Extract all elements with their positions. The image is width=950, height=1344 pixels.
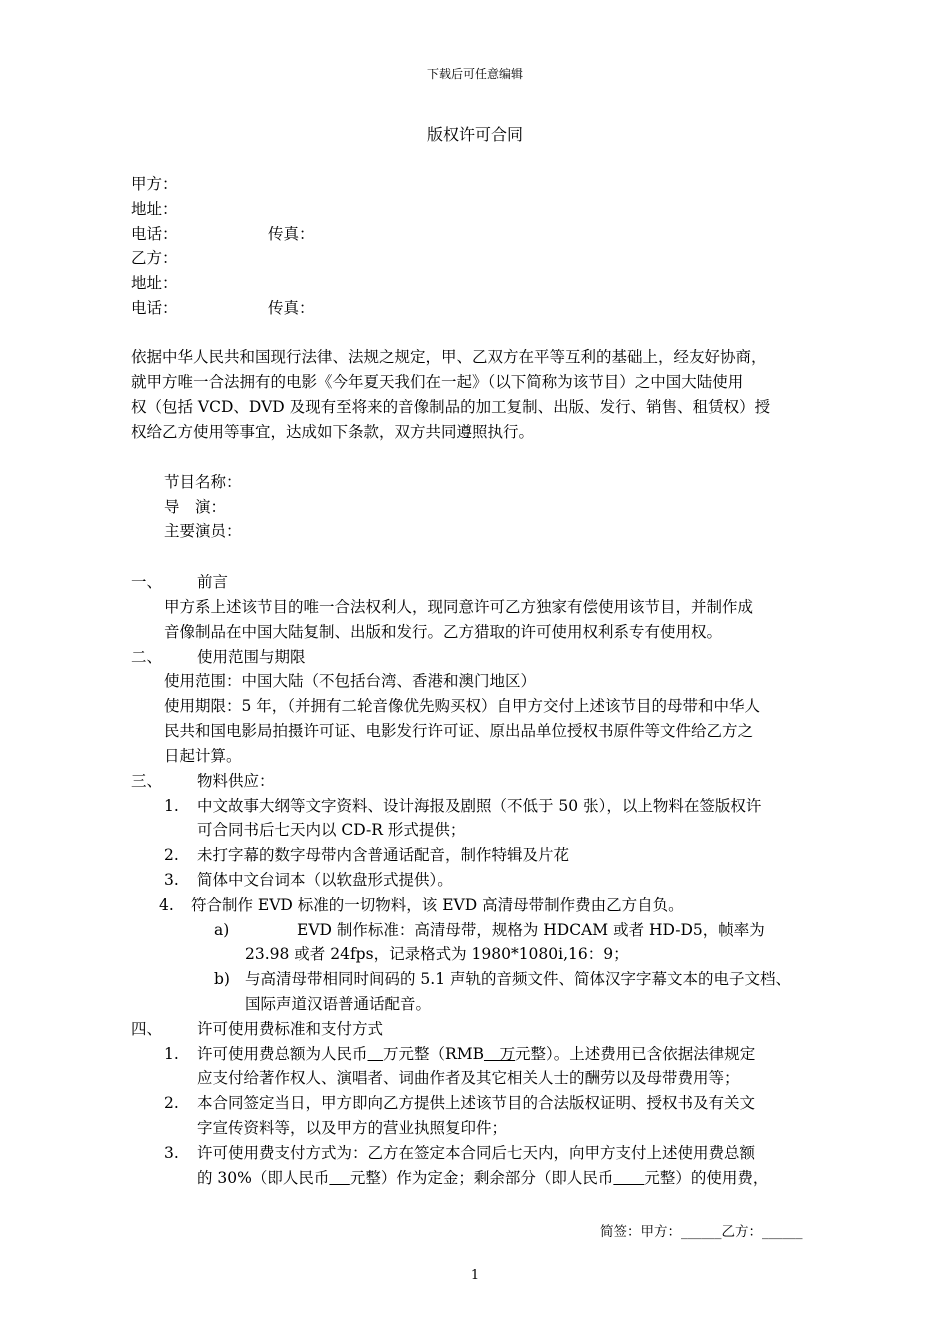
- payment-text: 元整）的使用费，: [644, 1169, 769, 1187]
- program-cast-label: 主要演员：: [164, 522, 242, 540]
- sub-item-number: b): [214, 970, 230, 988]
- program-director-label: 导 演：: [164, 498, 227, 516]
- intro-line: 权（包括 VCD、DVD 及现有至将来的音像制品的加工复制、出版、发行、销售、租赁权）授: [131, 398, 771, 416]
- party-b-address: 地址：: [131, 274, 178, 292]
- list-item-text: 中文故事大纲等文字资料、设计海报及剧照（不低于 50 张），以上物料在签版权许: [197, 797, 762, 815]
- payment-text: 的 30%（即人民币: [197, 1169, 330, 1187]
- program-name-label: 节目名称：: [164, 473, 242, 491]
- section-number: 三、: [131, 772, 163, 790]
- list-item-text: [197, 1166, 768, 1190]
- list-item-text: 符合制作 EVD 标准的一切物料，该 EVD 高清母带制作费由乙方自负。: [191, 896, 684, 914]
- fee-text: 许可使用费总额为人民币: [197, 1045, 368, 1063]
- payment-blank: [329, 1169, 349, 1187]
- section-text-line: 使用期限：5 年，（并拥有二轮音像优先购买权）自甲方交付上述该节目的母带和中华人: [164, 697, 761, 715]
- list-item-text: [197, 1042, 755, 1066]
- page-number: 1: [470, 1268, 480, 1283]
- party-b-fax: 传真：: [268, 299, 315, 317]
- list-item-text: 可合同书后七天内以 CD-R 形式提供；: [197, 821, 466, 839]
- party-a-phone: 电话：: [131, 225, 178, 243]
- section-title: 物料供应：: [197, 772, 275, 790]
- list-item-number: 3.: [164, 871, 179, 889]
- list-item-text: 应支付给著作权人、演唱者、词曲作者及其它相关人士的酬劳以及母带费用等；: [197, 1069, 740, 1087]
- intro-line: 就甲方唯一合法拥有的电影《今年夏天我们在一起》（以下简称为该节目）之中国大陆使用: [131, 373, 744, 391]
- sub-item-text: 23.98 或者 24fps，记录格式为 1980*1080i,16：9；: [245, 945, 629, 963]
- section-text-line: 音像制品在中国大陆复制、出版和发行。乙方猎取的许可使用权利系专有使用权。: [164, 623, 723, 641]
- fee-blank: 万: [483, 1045, 515, 1063]
- section-number: 一、: [131, 573, 163, 591]
- party-a-label: 甲方：: [131, 175, 178, 193]
- sub-item-text: 与高清母带相同时间码的 5.1 声轨的音频文件、简体汉字字幕文本的电子文档、: [245, 970, 792, 988]
- intro-line: 权给乙方使用等事宜，达成如下条款，双方共同遵照执行。: [131, 423, 535, 441]
- header-note: 下载后可任意编辑: [426, 67, 523, 81]
- list-item-number: 1.: [164, 797, 179, 815]
- section-title: 使用范围与期限: [197, 648, 306, 666]
- list-item-number: 3.: [164, 1144, 179, 1162]
- section-number: 二、: [131, 648, 163, 666]
- list-item-number: 1.: [164, 1045, 179, 1063]
- sub-item-text: 国际声道汉语普通话配音。: [245, 995, 432, 1013]
- list-item-text: 未打字幕的数字母带内含普通话配音，制作特辑及片花: [197, 846, 570, 864]
- fee-text: 万元整（RMB: [383, 1045, 484, 1063]
- intro-line: 依据中华人民共和国现行法律、法规之规定，甲、乙双方在平等互利的基础上，经友好协商，: [131, 348, 767, 366]
- section-text-line: 甲方系上述该节目的唯一合法权利人，现同意许可乙方独家有偿使用该节目，并制作成: [164, 598, 754, 616]
- payment-text: 元整）作为定金；剩余部分（即人民币: [349, 1169, 614, 1187]
- section-text-line: 民共和国电影局拍摄许可证、电影发行许可证、原出品单位授权书原件等文件给乙方之: [164, 722, 754, 740]
- party-b-phone: 电话：: [131, 299, 178, 317]
- signature-line: 简签：甲方：______乙方：______: [600, 1224, 803, 1240]
- sub-item-text: EVD 制作标准：高清母带，规格为 HDCAM 或者 HD-D5，帧率为: [297, 921, 765, 939]
- section-number: 四、: [131, 1020, 163, 1038]
- party-a-fax: 传真：: [268, 225, 315, 243]
- party-a-address: 地址：: [131, 200, 178, 218]
- document-title: 版权许可合同: [426, 125, 523, 144]
- section-text-line: 使用范围：中国大陆（不包括台湾、香港和澳门地区）: [164, 672, 537, 690]
- list-item-number: 4.: [159, 896, 174, 914]
- fee-blank: [368, 1045, 384, 1063]
- list-item-text: 字宣传资料等，以及甲方的营业执照复印件；: [197, 1119, 508, 1137]
- section-title: 许可使用费标准和支付方式: [197, 1020, 384, 1038]
- sub-item-number: a): [214, 921, 230, 939]
- list-item-number: 2.: [164, 1094, 179, 1112]
- fee-text: 元整）。上述费用已含依据法律规定: [514, 1045, 756, 1063]
- section-title: 前言: [197, 573, 229, 591]
- section-text-line: 日起计算。: [164, 747, 242, 765]
- list-item-text: 许可使用费支付方式为：乙方在签定本合同后七天内，向甲方支付上述使用费总额: [197, 1144, 756, 1162]
- payment-blank: [613, 1169, 644, 1187]
- party-b-label: 乙方：: [131, 249, 178, 267]
- list-item-number: 2.: [164, 846, 179, 864]
- list-item-text: 本合同签定当日，甲方即向乙方提供上述该节目的合法版权证明、授权书及有关文: [197, 1094, 756, 1112]
- list-item-text: 简体中文台词本（以软盘形式提供）。: [197, 871, 453, 889]
